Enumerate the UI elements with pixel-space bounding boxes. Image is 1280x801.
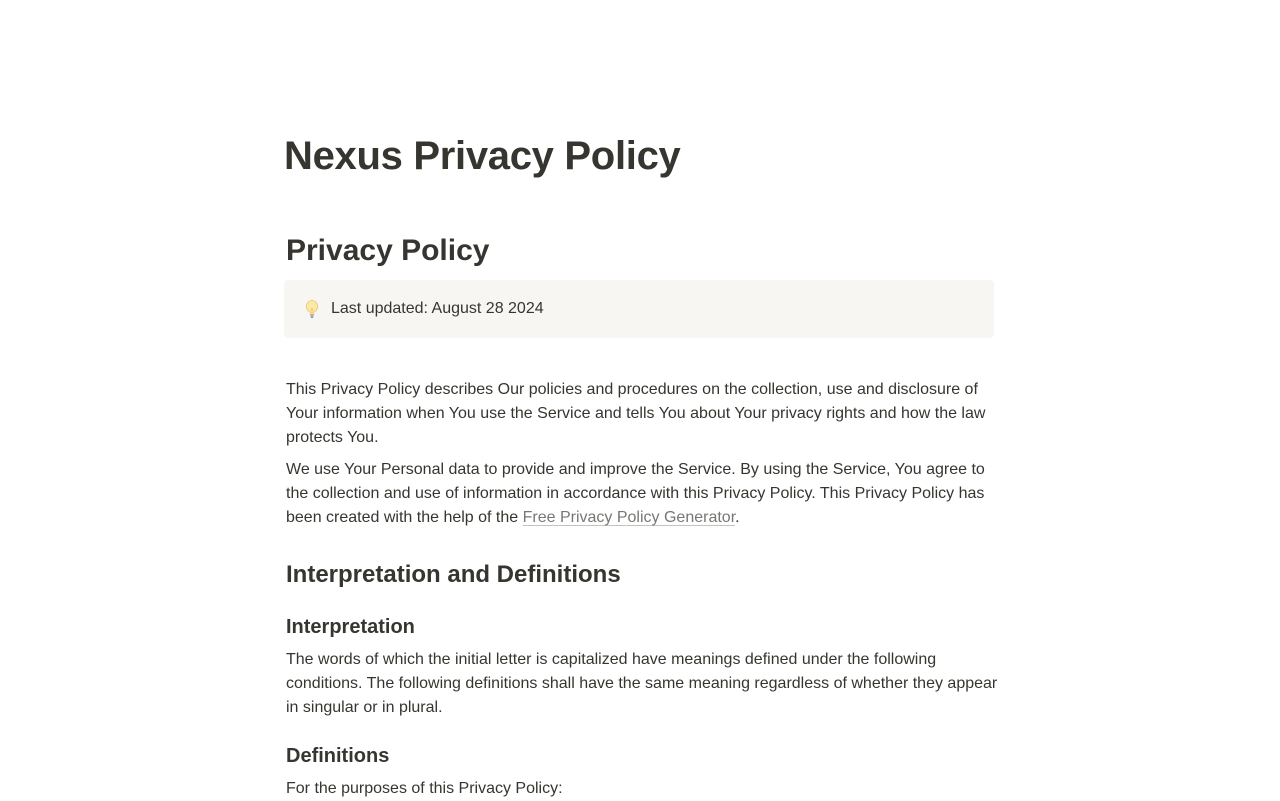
usage-paragraph — [286, 458, 998, 530]
usage-paragraph-text: We use Your Personal data to provide and improve the Service. By using the Service, You agree to the collection and use of information in accordance with this Privacy Policy. This Privacy Policy has been created with the help of the — [286, 461, 985, 526]
definitions-heading: Definitions — [286, 745, 390, 767]
privacy-policy-generator-link[interactable]: Free Privacy Policy Generator — [522, 509, 736, 526]
page-title: Nexus Privacy Policy — [284, 134, 681, 178]
usage-paragraph-end: . — [735, 509, 740, 526]
last-updated-callout — [284, 280, 994, 338]
lightbulb-icon — [301, 298, 323, 320]
definitions-intro: For the purposes of this Privacy Policy: — [286, 780, 563, 797]
privacy-policy-heading: Privacy Policy — [286, 234, 490, 267]
interpretation-heading: Interpretation — [286, 616, 415, 638]
interpretation-definitions-heading: Interpretation and Definitions — [286, 561, 621, 588]
intro-paragraph: This Privacy Policy describes Our policies and procedures on the collection, use and disclosure of Your information when You use the Service and tells You about Your privacy rights and how the law protects You. — [286, 381, 986, 446]
interpretation-paragraph: The words of which the initial letter is capitalized have meanings defined under the following conditions. The following definitions shall have the same meaning regardless of whether they appear in singular or in plural. — [286, 651, 998, 716]
last-updated-text: Last updated: August 28 2024 — [331, 300, 544, 317]
